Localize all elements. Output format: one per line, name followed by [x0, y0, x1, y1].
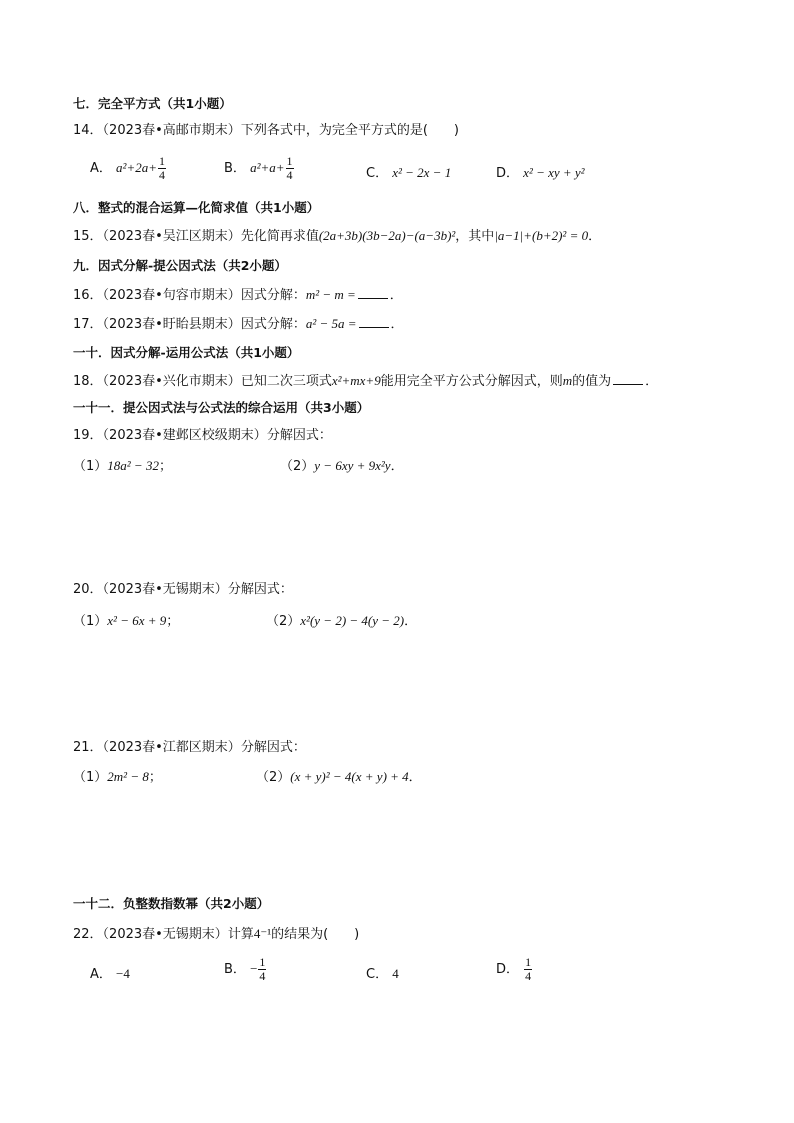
question-18: 18．（2023春•兴化市期末）已知二次三项式x²+mx+9能用完全平方公式分解因式，则m的值为 ． — [73, 373, 659, 389]
question-16: 16．（2023春•句容市期末）因式分解：m² − m = ． — [73, 287, 403, 303]
question-number: 18． — [73, 374, 103, 389]
question-20 — [73, 582, 293, 598]
fraction: $\frac{1}{4}$ — [159, 154, 165, 182]
option-expression: a²+a+ — [250, 160, 285, 175]
question-source: （2023春•句容市期末） — [102, 288, 241, 303]
option-expression: 4 — [392, 966, 399, 981]
question-source: （2023春•吴江区期末） — [102, 229, 241, 244]
q21-part-1: （1）2m² − 8； — [73, 769, 162, 785]
q21-part-2: （2）(x + y)² − 4(x + y) + 4． — [256, 769, 422, 785]
section-12-heading: 一十二．负整数指数幂（共2小题） — [73, 896, 270, 911]
q22-option-b[interactable]: B． − $\frac{1}{4}$ — [224, 955, 266, 983]
question-14 — [73, 123, 459, 139]
option-expression: x² − 2x − 1 — [392, 165, 452, 180]
math-expression: y − 6xy + 9x²y — [314, 458, 391, 473]
question-number: 16． — [73, 288, 103, 303]
question-number: 14． — [73, 123, 103, 138]
question-text: 因式分解： — [240, 317, 306, 332]
math-expression: 4⁻¹ — [253, 926, 272, 941]
question-text: 分解因式： — [227, 582, 293, 597]
math-expression: m² − m = — [305, 287, 356, 302]
question-text: 分解因式： — [266, 428, 332, 443]
q19-part-2: （2）y − 6xy + 9x²y． — [280, 458, 404, 474]
answer-blank[interactable] — [613, 373, 643, 385]
question-number: 17． — [73, 317, 103, 332]
answer-blank[interactable] — [359, 316, 389, 328]
math-expression: (x + y)² − 4(x + y) + 4 — [290, 769, 409, 784]
fraction: $\frac{1}{4}$ — [286, 154, 293, 182]
question-21 — [73, 740, 306, 756]
math-condition: |a−1|+(b+2)² = 0 — [494, 228, 589, 243]
q20-part-1: （1）x² − 6x + 9； — [73, 613, 180, 629]
q14-option-c[interactable]: C． x² − 2x − 1 — [366, 165, 452, 181]
question-source: （2023春•无锡期末） — [102, 582, 228, 597]
q22-option-d[interactable]: D． $\frac{1}{4}$ — [496, 955, 532, 983]
section-11-heading: 一十一．提公因式法与公式法的综合运用（共3小题） — [73, 400, 370, 415]
option-expression: x² − xy + y² — [523, 165, 585, 180]
math-expression: x²(y − 2) − 4(y − 2) — [300, 613, 405, 628]
answer-blank[interactable] — [358, 287, 388, 299]
q14-option-b[interactable]: B． a²+a+ $\frac{1}{4}$ — [224, 154, 293, 182]
question-source: （2023春•高邮市期末） — [102, 123, 241, 138]
question-number: 21． — [73, 740, 103, 755]
question-source: （2023春•无锡期末） — [102, 927, 228, 942]
question-number: 15． — [73, 229, 103, 244]
q14-option-a[interactable]: A． a²+2a+ $\frac{1}{4}$ — [90, 154, 165, 182]
question-number: 20． — [73, 582, 103, 597]
q22-option-c[interactable]: C． 4 — [366, 966, 399, 982]
question-source: （2023春•兴化市期末） — [102, 374, 241, 389]
question-source: （2023春•建邺区校级期末） — [102, 428, 267, 443]
question-17: 17．（2023春•盱眙县期末）因式分解：a² − 5a = ． — [73, 316, 404, 332]
question-19 — [73, 428, 332, 444]
math-expression: x² − 6x + 9 — [107, 613, 167, 628]
question-source: （2023春•盱眙县期末） — [102, 317, 241, 332]
math-expression: (2a+3b)(3b−2a)−(a−3b)² — [318, 228, 456, 243]
section-7-heading: 七．完全平方式（共1小题） — [73, 96, 232, 111]
section-10-heading: 一十．因式分解-运用公式法（共1小题） — [73, 345, 300, 360]
math-expression: x²+mx+9 — [331, 373, 381, 388]
question-text: 下列各式中，为完全平方式的是( ) — [240, 123, 459, 138]
q14-option-d[interactable]: D． x² − xy + y² — [496, 165, 585, 181]
option-expression: a²+2a+ — [116, 160, 157, 175]
question-text: 先化简再求值 — [240, 229, 319, 244]
question-source: （2023春•江都区期末） — [102, 740, 241, 755]
question-22: 22．（2023春•无锡期末）计算4⁻¹的结果为( ) — [73, 926, 360, 942]
question-text: 因式分解： — [240, 288, 306, 303]
q22-option-a[interactable]: A． −4 — [90, 966, 130, 982]
question-number: 22． — [73, 927, 103, 942]
question-15: 15．（2023春•吴江区期末）先化简再求值(2a+3b)(3b−2a)−(a−3b)²，其中|a−1|+(b+2)² = 0． — [73, 228, 602, 244]
q19-part-1: （1）18a² − 32； — [73, 458, 172, 474]
q20-part-2: （2）x²(y − 2) − 4(y − 2)． — [266, 613, 418, 629]
question-number: 19． — [73, 428, 103, 443]
math-expression: a² − 5a = — [305, 316, 357, 331]
math-expression: 2m² − 8 — [107, 769, 149, 784]
fraction: $\frac{1}{4}$ — [525, 955, 532, 983]
fraction: $\frac{1}{4}$ — [259, 955, 266, 983]
section-9-heading: 九．因式分解-提公因式法（共2小题） — [73, 258, 287, 273]
math-expression: 18a² − 32 — [107, 458, 159, 473]
section-8-heading: 八．整式的混合运算—化简求值（共1小题） — [73, 200, 320, 215]
option-expression: −4 — [116, 966, 130, 981]
question-text: 分解因式： — [240, 740, 306, 755]
